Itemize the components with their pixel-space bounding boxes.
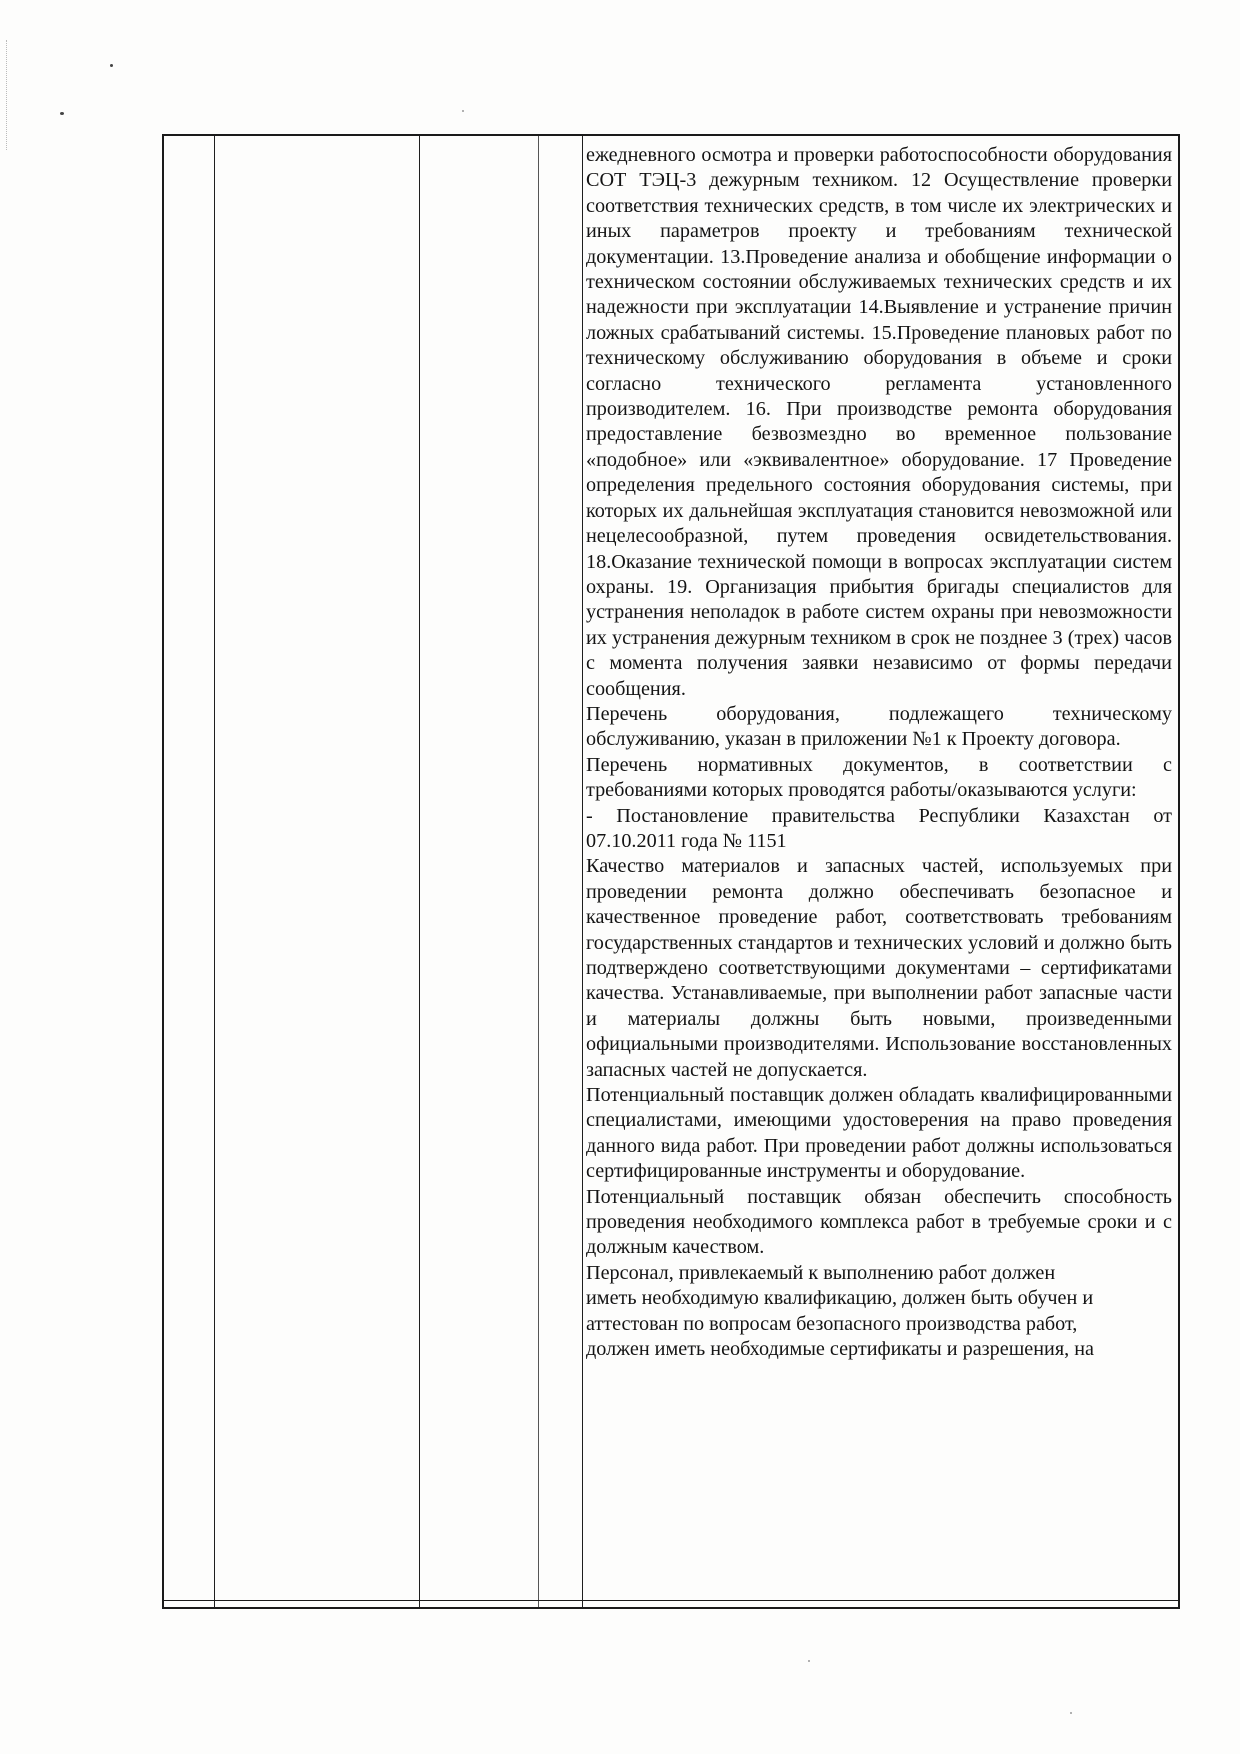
table-column-divider (582, 136, 583, 1607)
paragraph: - Постановление правительства Республики Казахстан от 07.10.2011 года № 1151 (586, 804, 1172, 852)
technical-specification-text (586, 143, 1172, 1363)
text-line: иметь необходимую квалификацию, должен быть обучен и (586, 1287, 1094, 1310)
paragraph: Перечень нормативных документов, в соответствии с требованиями которых проводятся работы/оказываются услуги: (586, 753, 1172, 802)
text-line: аттестован по вопросам безопасного производства работ, (586, 1312, 1078, 1335)
scan-speck (60, 112, 64, 115)
table-column-divider (538, 136, 539, 1607)
paragraph: Перечень оборудования, подлежащего техническому обслуживанию, указан в приложении №1 к Проекту договора. (586, 702, 1172, 751)
text-line: Персонал, привлекаемый к выполнению работ должен (586, 1261, 1056, 1284)
scan-speck (110, 64, 113, 67)
paragraph: Качество материалов и запасных частей, используемых при проведении ремонта должно обеспечивать безопасное и качественное проведение работ, соответствовать требованиям государственных стандартов и технических условий и должно быть подтверждено соответствующими документами – сертификатами качества. Устанавливаемые, при выполнении работ запасные части и материалы должны быть новыми, произведенными официальными производителями. Использование восстановленных запасных частей не допускается. (586, 855, 1172, 1081)
scan-speck (808, 1660, 810, 1662)
scan-speck (462, 110, 464, 112)
table-column-divider (419, 136, 420, 1607)
scan-speck (1070, 1712, 1072, 1714)
table-row-divider (164, 1600, 1178, 1601)
text-line: должен иметь необходимые сертификаты и разрешения, на (586, 1338, 1094, 1361)
paragraph: ежедневного осмотра и проверки работоспособности оборудования СОТ ТЭЦ-3 дежурным техником. 12 Осуществление проверки соответствия технических средств, в том числе их электрических и иных параметров проекту и требованиям технической документации. 13.Проведение анализа и обобщение информации о техническом состоянии обслуживаемых технических средств и их надежности при эксплуатации 14.Выявление и устранение причин ложных срабатываний системы. 15.Проведение плановых работ по техническому обслуживанию оборудования в объеме и сроки согласно технического регламента установленного производителем. 16. При производстве ремонта оборудования предоставление безвозмездно во временное пользование «подобное» или «эквивалентное» оборудование. 17 Проведение определения предельного состояния оборудования системы, при которых их дальнейшая эксплуатация становится невозможной или нецелесообразной, путем проведения освидетельствования. 18.Оказание технической помощи в вопросах эксплуатации систем охраны. 19. Организация прибытия бригады специалистов для устранения неполадок в работе систем охраны при невозможности их устранения дежурным техником в срок не позднее 3 (трех) часов с момента получения заявки независимо от формы передачи сообщения. (586, 144, 1172, 700)
scan-edge-marks (6, 40, 9, 150)
table-column-divider (214, 136, 215, 1607)
paragraph: Потенциальный поставщик должен обладать квалифицированными специалистами, имеющими удостоверения на право проведения данного вида работ. При проведении работ должны использоваться сертифицированные инструменты и оборудование. (586, 1084, 1172, 1183)
paragraph-personnel (586, 1261, 1172, 1363)
paragraph: Потенциальный поставщик обязан обеспечить способность проведения необходимого комплекса работ в требуемые сроки и с должным качеством. (586, 1185, 1172, 1259)
